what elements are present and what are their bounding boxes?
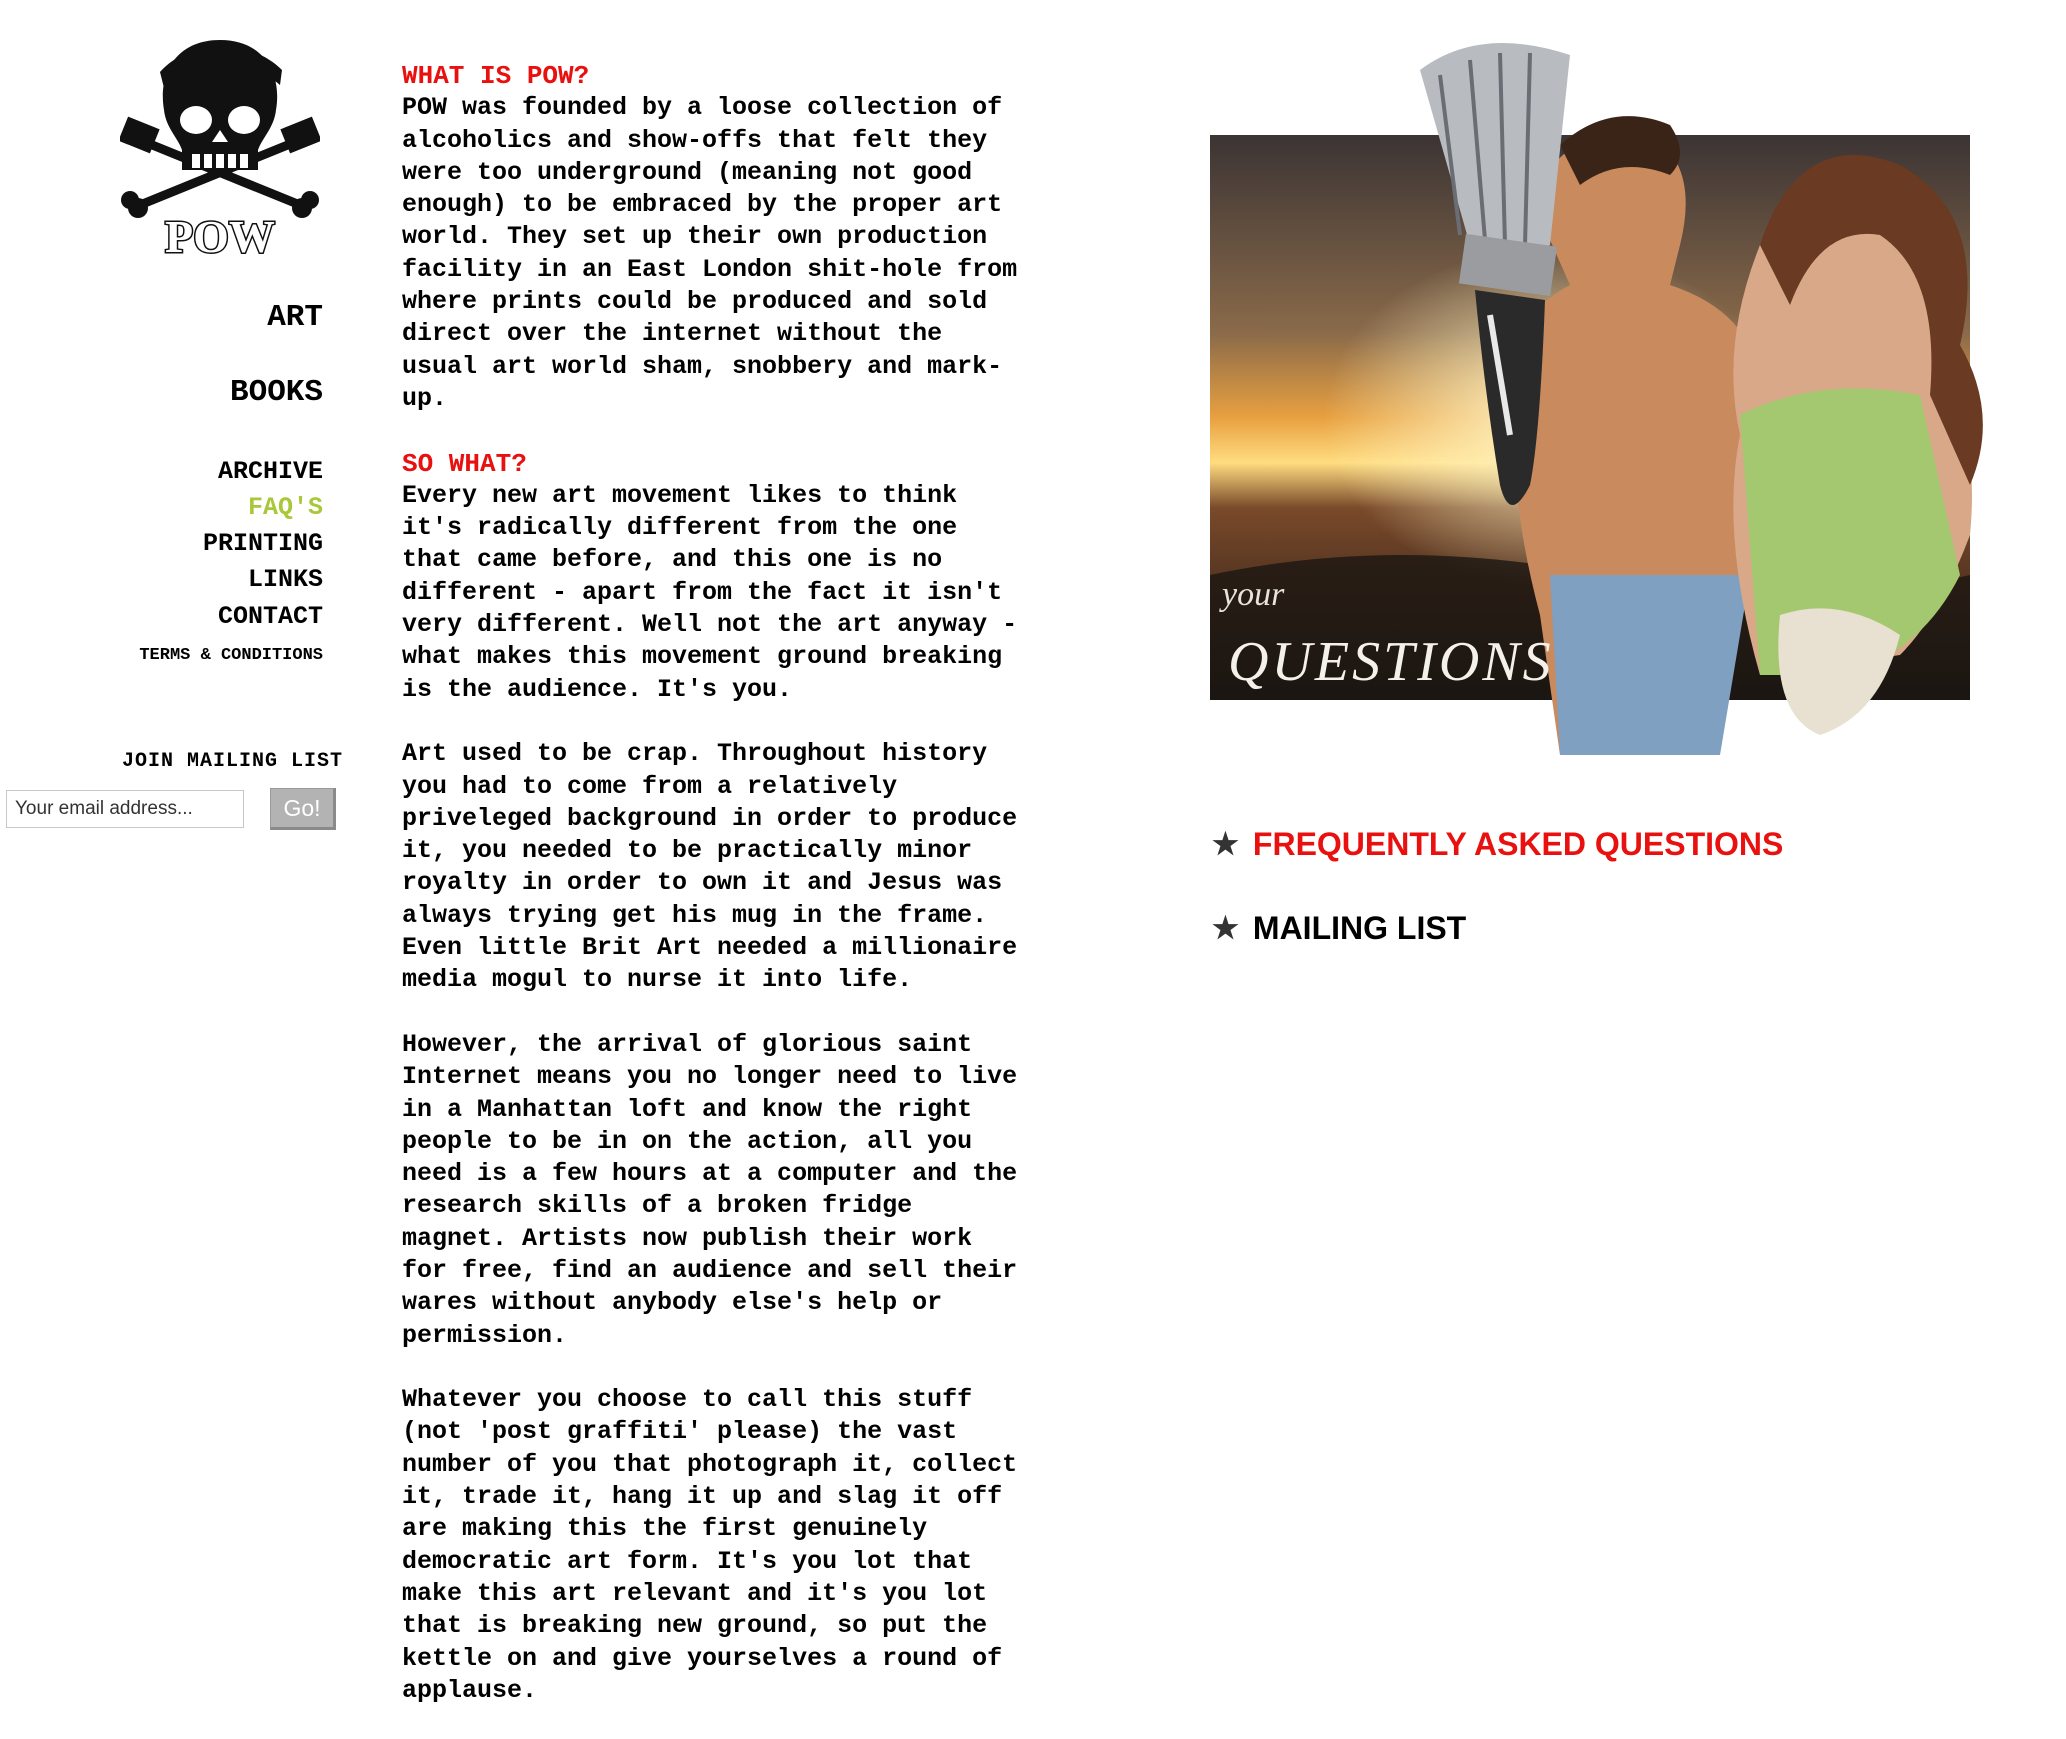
hero-your-text: your <box>1222 576 1285 613</box>
mailing-list-link[interactable] <box>1212 910 1466 947</box>
nav-archive-link[interactable]: ARCHIVE <box>217 457 323 486</box>
nav-terms-link[interactable]: TERMS & CONDITIONS <box>139 646 323 665</box>
main-content <box>402 60 1102 1739</box>
paragraph-1: POW was founded by a loose collection of alcoholics and show-offs that felt they were too underground (meaning not good enough) to be embraced by the proper art world. They set up their own production facility in an East London shit-hole from where prints could be produced and sold direct over the internet without the usual art world sham, snobbery and mark- up. <box>402 93 1018 413</box>
heading-what-is-pow: WHAT IS POW? <box>402 61 590 91</box>
nav-books-link[interactable]: BOOKS <box>229 375 323 410</box>
nav-faqs-link[interactable]: FAQ'S <box>247 493 323 522</box>
mailing-list-label: JOIN MAILING LIST <box>121 750 343 773</box>
star-icon: ★ <box>1212 912 1239 945</box>
nav-contact-link[interactable]: CONTACT <box>217 602 323 631</box>
heading-so-what: SO WHAT? <box>402 448 527 479</box>
email-input[interactable] <box>6 790 244 828</box>
your-questions-hero-image <box>1200 15 2020 775</box>
hero-questions-text: QUESTIONS <box>1228 631 1554 693</box>
left-sidebar <box>0 0 345 1707</box>
star-icon: ★ <box>1212 828 1239 861</box>
nav-art-link[interactable]: ART <box>267 300 323 335</box>
go-button[interactable]: Go! <box>270 788 336 830</box>
nav-printing-link[interactable]: PRINTING <box>202 529 323 558</box>
faq-questions-label: FREQUENTLY ASKED QUESTIONS <box>1252 826 1784 862</box>
logo-text: POW <box>165 211 275 260</box>
faq-questions-link[interactable] <box>1212 826 1783 863</box>
pow-skull-logo-icon[interactable] <box>120 30 320 260</box>
paragraph-5: Whatever you choose to call this stuff (not 'post graffiti' please) the vast number of you that photograph it, collect it, trade it, hang it up and slag it off are making this the first genuinely democratic art form. It's you lot that make this art relevant and it's you lot that is breaking new ground, so put the kettle on and give yourselves a round of applause. <box>402 1385 1018 1705</box>
paragraph-3: Art used to be crap. Throughout history you had to come from a relatively priveleged background in order to produce it, you needed to be practically minor royalty in order to own it and Jesus was always trying get his mug in the frame. Even little Brit Art needed a millionaire media mogul to nurse it into life. <box>402 739 1018 995</box>
nav-links-link[interactable]: LINKS <box>247 565 323 594</box>
mailing-list-link-label: MAILING LIST <box>1252 910 1467 946</box>
paragraph-2: Every new art movement likes to think it's radically different from the one that came before, and this one is no different - apart from the fact it isn't very different. Well not the art anyway - what makes this movement ground breaking is the audience. It's you. <box>402 480 1018 704</box>
paragraph-4: However, the arrival of glorious saint Internet means you no longer need to live in a Manhattan loft and know the right people to be in on the action, all you need is a few hours at a computer and the research skills of a broken fridge magnet. Artists now publish their work for free, find an audience and sell their wares without anybody else's help or permission. <box>402 1029 1018 1350</box>
